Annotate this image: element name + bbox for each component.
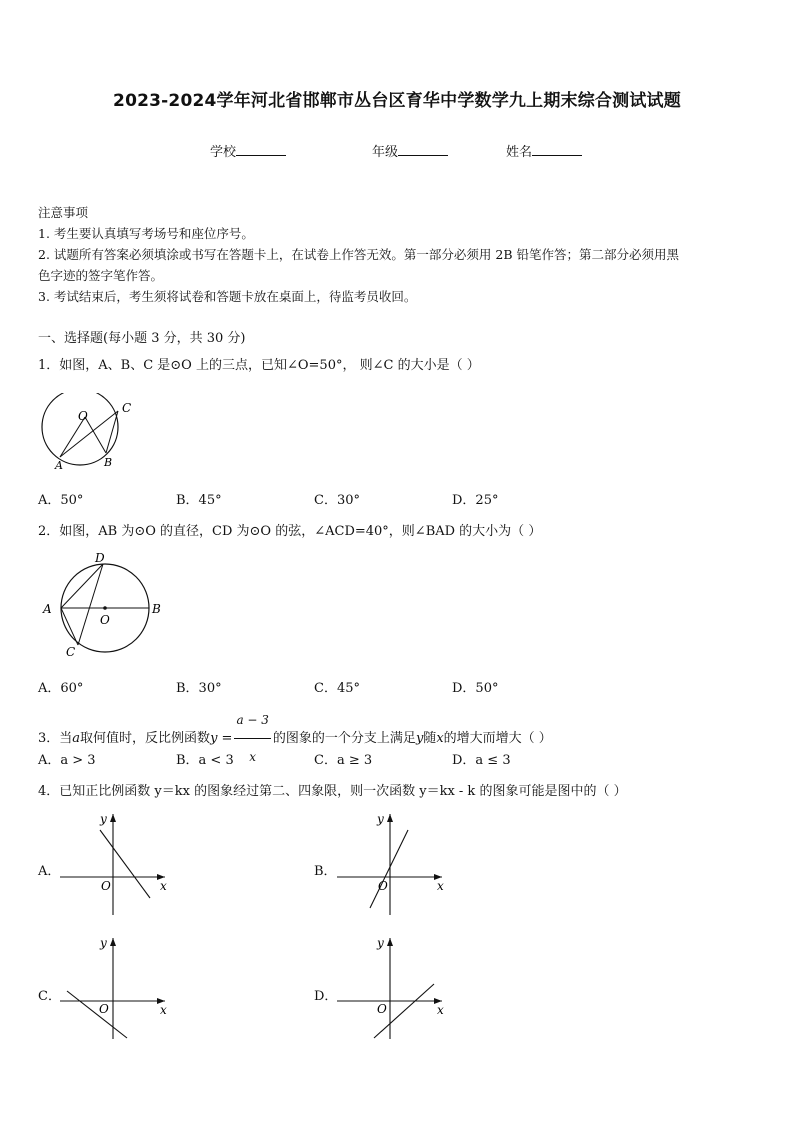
school-blank — [236, 143, 286, 156]
grade-blank — [398, 143, 448, 156]
q3-prefix: 3．当 — [38, 731, 73, 746]
q3-option-b[interactable]: B．a < 3 — [176, 753, 234, 768]
q4-option-c[interactable]: C． — [38, 989, 61, 1004]
q4-option-b[interactable]: B． — [314, 864, 337, 879]
function-line — [67, 991, 127, 1038]
q4-graph-a[interactable] — [55, 808, 175, 918]
q3-option-a[interactable]: A．a > 3 — [38, 753, 96, 768]
name-blank — [532, 143, 582, 156]
q3-suffix3: 的增大而增大（ ） — [443, 731, 552, 746]
q3-y-eq: y = — [210, 731, 233, 746]
q3-suffix2: 随 — [423, 731, 437, 746]
notes-item: 色字迹的签字笔作答。 — [38, 268, 164, 283]
x-axis-label: x — [160, 1003, 167, 1017]
y-axis-label: y — [100, 812, 107, 826]
x-axis-label: x — [437, 1003, 444, 1017]
q2-option-b[interactable]: B．30° — [176, 681, 222, 696]
function-line — [370, 830, 408, 908]
name-label: 姓名 — [506, 145, 533, 160]
q2-option-d[interactable]: D．50° — [452, 681, 499, 696]
school-label: 学校 — [210, 145, 237, 160]
q2-label-a: A — [43, 602, 52, 616]
q3-fraction-numerator: a − 3 — [234, 702, 270, 739]
y-axis-label: y — [377, 936, 384, 950]
name-field — [506, 141, 582, 160]
section-heading: 一、选择题(每小题 3 分，共 30 分) — [38, 331, 246, 346]
y-axis-arrow-icon — [387, 814, 393, 822]
q1-circle-figure — [38, 393, 138, 473]
q4-option-a[interactable]: A． — [38, 864, 61, 879]
notes-heading: 注意事项 — [38, 205, 89, 220]
q1-segment-ac — [60, 411, 118, 457]
origin-label: O — [377, 1002, 387, 1016]
grade-label: 年级 — [372, 145, 399, 160]
q2-option-a[interactable]: A．60° — [38, 681, 84, 696]
page-title: 2023-2024学年河北省邯郸市丛台区育华中学数学九上期末综合测试试题 — [113, 91, 681, 111]
q2-segment-ac — [61, 608, 78, 645]
q2-center-dot — [103, 606, 107, 610]
q2-label-d: D — [95, 551, 105, 565]
q1-label-c: C — [122, 401, 132, 415]
school-field — [210, 141, 286, 160]
origin-label: O — [101, 879, 111, 893]
question-2-text: 2．如图，AB 为⊙O 的直径，CD 为⊙O 的弦，∠ACD=40°，则∠BAD 的大小为（ ） — [38, 524, 542, 539]
q1-label-b: B — [104, 456, 113, 469]
q2-label-c: C — [66, 645, 76, 659]
x-axis-label: x — [437, 879, 444, 893]
y-axis-arrow-icon — [110, 938, 116, 946]
notes-block — [38, 202, 762, 307]
origin-label: O — [99, 1002, 109, 1016]
question-4-text: 4．已知正比例函数 y＝kx 的图象经过第二、四象限，则一次函数 y＝kx - k 的图象可能是图中的（ ） — [38, 784, 627, 799]
q1-option-c[interactable]: C．30° — [314, 493, 360, 508]
question-1-text: 1．如图，A、B、C 是⊙O 上的三点，已知∠O=50°， 则∠C 的大小是（ ） — [38, 358, 480, 373]
q3-suffix1: 的图象的一个分支上满足 — [272, 731, 416, 746]
q2-chord-cd — [78, 564, 103, 645]
q3-var-a: a — [72, 731, 81, 746]
origin-label: O — [378, 879, 388, 893]
q2-circle-figure — [38, 550, 168, 665]
q4-option-d[interactable]: D． — [314, 989, 338, 1004]
notes-item: 3. 考试结束后，考生须将试卷和答题卡放在桌面上，待监考员收回。 — [38, 289, 417, 304]
q1-option-a[interactable]: A．50° — [38, 493, 84, 508]
q3-option-d[interactable]: D．a ≤ 3 — [452, 753, 511, 768]
y-axis-label: y — [377, 812, 384, 826]
q4-graph-c[interactable] — [55, 932, 175, 1042]
q3-var-x: x — [436, 731, 444, 746]
q1-option-d[interactable]: D．25° — [452, 493, 499, 508]
q4-graph-b[interactable] — [332, 808, 452, 918]
q4-graph-d[interactable] — [332, 932, 452, 1042]
q3-mid: 取何值时，反比例函数 — [80, 731, 211, 746]
q1-circle — [42, 393, 118, 465]
y-axis-label: y — [100, 936, 107, 950]
q1-label-o: O — [78, 409, 88, 423]
x-axis-label: x — [160, 879, 167, 893]
notes-item: 2. 试题所有答案必须填涂或书写在答题卡上，在试卷上作答无效。第一部分必须用 2B 铅笔作答；第二部分必须用黑 — [38, 247, 679, 262]
q3-fraction — [234, 702, 270, 775]
notes-item: 1. 考生要认真填写考场号和座位序号。 — [38, 226, 254, 241]
q3-var-y: y — [415, 731, 424, 746]
q2-label-o: O — [100, 613, 110, 627]
q1-label-a: A — [55, 459, 63, 472]
grade-field — [372, 141, 448, 160]
q3-fraction-denominator: x — [249, 750, 257, 764]
q1-option-b[interactable]: B．45° — [176, 493, 222, 508]
q2-option-c[interactable]: C．45° — [314, 681, 360, 696]
q3-option-c[interactable]: C．a ≥ 3 — [314, 753, 373, 768]
q2-label-b: B — [152, 602, 161, 616]
y-axis-arrow-icon — [387, 938, 393, 946]
y-axis-arrow-icon — [110, 814, 116, 822]
q1-segment-oa — [60, 417, 85, 457]
